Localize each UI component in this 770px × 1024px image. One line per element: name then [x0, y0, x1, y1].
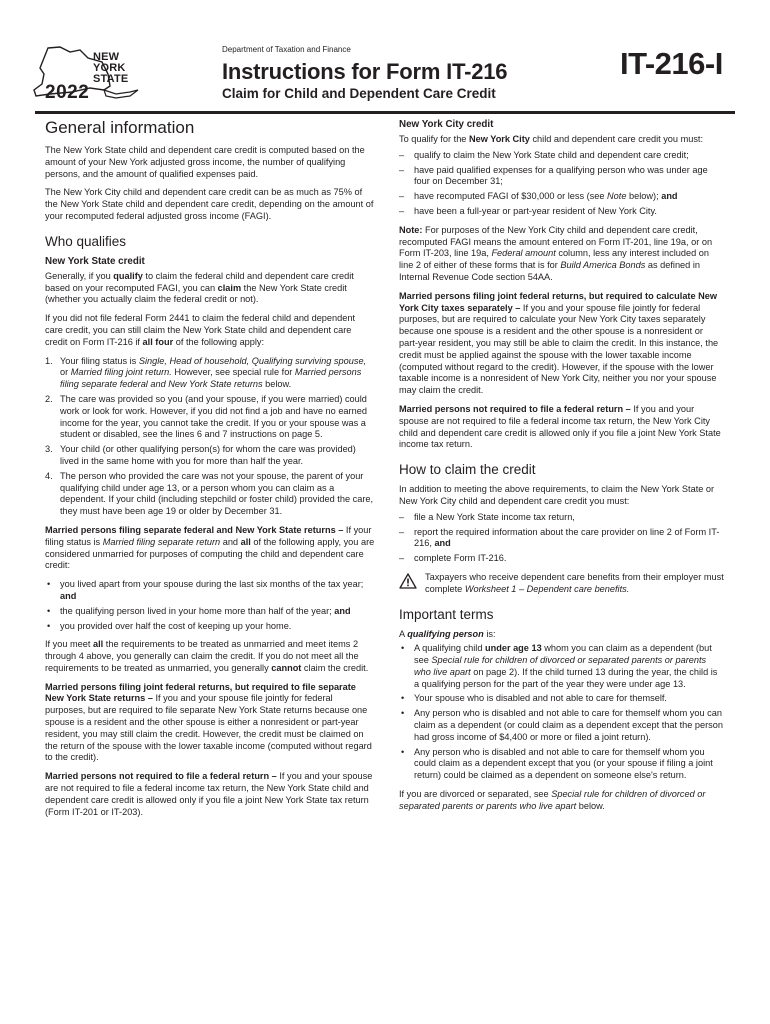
list-item: • you provided over half the cost of keeping up your home. — [45, 621, 375, 633]
list-item: – have paid qualified expenses for a qualifying person who was under age four on December 31; — [399, 165, 724, 189]
paragraph: Married persons not required to file a federal return – If you and your spouse are not required to file a federal income tax return, the New York State child and dependent care credit is allowed only if you file a joint New York State tax return (Form IT-201 or IT-203). — [45, 771, 373, 817]
heading-nyc-credit: New York City credit — [399, 119, 494, 130]
list-item: – file a New York State income tax return, — [399, 512, 724, 524]
list-item: – have recomputed FAGI of $30,000 or less (see Note below); and — [399, 191, 724, 203]
paragraph: A qualifying person is: — [399, 628, 496, 639]
paragraph: The New York State child and dependent care credit is computed based on the amount of your New York adjusted gross income, the number of qualifying persons, and the amount of qualified expenses paid. — [45, 145, 365, 179]
list-item: – complete Form IT-216. — [399, 553, 724, 565]
left-column — [45, 117, 375, 825]
paragraph: To qualify for the New York City child and dependent care credit you must: — [399, 134, 704, 144]
heading-general-information: General information — [45, 118, 195, 137]
heading-how-to-claim: How to claim the credit — [399, 462, 536, 478]
list-item: • A qualifying child under age 13 whom you can claim as a dependent (but see Special rule for children of divorced or separated parents or parents who live apart on page 2). If the child turned 13 during the year, the child is a qualifying person for the part of the year they were under age 13. — [399, 643, 724, 690]
form-number: IT-216-I — [620, 46, 723, 81]
note-paragraph: Note: For purposes of the New York City child and dependent care credit, recomputed FAGI means the amount entered on Form IT-201, line 19a, or on Form IT-203, line 19a, Federal amount column, less any interest included on line 2 of either of these forms that is for Build America Bonds as defined in Internal Revenue Code section 54AA. — [399, 224, 713, 282]
nys-logo — [30, 44, 140, 102]
paragraph: Married persons not required to file a federal return – If you and your spouse are not required to file a federal income tax return, the New York City child and dependent care credit is allowed only if you file a joint New York State income tax return. — [399, 403, 721, 450]
paragraph: Married persons filing separate federal and New York State returns – If your filing status is Married filing separate return and all of the following apply, you are considered unmarried for purposes of computing the child and dependent care credit: — [45, 524, 375, 571]
heading-who-qualifies: Who qualifies — [45, 233, 127, 249]
list-item: 3. Your child (or other qualifying person(s) for whom the care was provided) lived in the same home with you for more than half the year. — [45, 444, 356, 466]
paragraph: If you are divorced or separated, see Special rule for children of divorced or separated parents or parents who live apart below. — [399, 789, 706, 811]
list-item: • Any person who is disabled and not able to care for themself whom you can claim as a dependent (or could claim as a dependent except that the person had gross income of $4,400 or more or filed a joint return). — [399, 708, 724, 743]
list-item: – report the required information about the care provider on line 2 of Form IT-216, and — [399, 527, 724, 551]
heading-nys-credit: New York State credit — [45, 255, 145, 267]
paragraph: If you meet all the requirements to be treated as unmarried and meet items 2 through 4 above, you generally can claim the credit. If you do not meet all the requirements to be treated as unmarried, you generally cannot claim the credit. — [45, 639, 369, 673]
requirements-list — [45, 356, 375, 518]
right-column — [399, 117, 724, 820]
logo-wordmark: NEW YORK STATE — [93, 51, 129, 85]
paragraph: Generally, if you qualify to claim the federal child and dependent care credit based on your recomputed FAGI, you can claim the New York State credit (whether you actually claim the federal credit or not). — [45, 270, 354, 305]
warning-note: Taxpayers who receive dependent care benefits from their employer must complete Worksheet 1 – Dependent care benefits. — [399, 572, 724, 596]
paragraph: If you did not file federal Form 2441 to claim the federal child and dependent care credit, you can still claim the New York State child and dependent care credit on Form IT-216 if all four of the following apply: — [45, 313, 356, 347]
department-name: Department of Taxation and Finance — [222, 45, 351, 54]
list-item: 2. The care was provided so you (and your spouse, if you were married) could work or look for work. However, if you did not find a job and have no earned income for the year, you cannot take the credit. If you or your spouse was a student or disabled, see the lines 6 and 7 instructions on page 5. — [45, 393, 367, 440]
paragraph: Married persons filing joint federal returns, but required to file separate New York State returns – If you and your spouse file jointly for federal purposes, but are required to file separate New York State returns because one spouse is a resident and the other spouse is either a nonresident or part-year resident, you may still claim the credit. However, the credit must be claimed on the return of the spouse with the lower taxable income (computed without regard to the credit). — [45, 681, 372, 763]
list-item: • Any person who is disabled and not able to care for themself whom you could claim as a dependent except that you (or your spouse if filing a joint return) could be claimed as a dependent on someone else's return. — [399, 747, 724, 782]
warning-icon — [399, 573, 417, 589]
list-item: • Your spouse who is disabled and not able to care for themself. — [399, 693, 724, 705]
page-title: Instructions for Form IT-216 — [222, 59, 508, 84]
page-subtitle: Claim for Child and Dependent Care Credit — [222, 86, 496, 101]
how-to-claim-list — [399, 512, 724, 565]
nyc-requirements-list — [399, 150, 724, 218]
tax-year: 2022 — [45, 82, 90, 103]
list-item: 4. The person who provided the care was not your spouse, the parent of your qualifying child under age 13, or a person whom you can claim as a dependent. If your child (including stepchild or foster child) provided the care, they must have been age 19 or older by December 31. — [45, 470, 374, 517]
list-item: • you lived apart from your spouse during the last six months of the tax year; and — [45, 579, 375, 603]
heading-important-terms: Important terms — [399, 606, 494, 622]
paragraph: In addition to meeting the above requirements, to claim the New York State or New York City child and dependent care credit you must: — [399, 484, 715, 506]
list-item: • the qualifying person lived in your home more than half of the year; and — [45, 606, 375, 618]
list-item: 1. Your filing status is Single, Head of household, Qualifying surviving spouse, or Married filing joint return. However, see special rule for Married persons filing separate federal and New York State returns below. — [45, 355, 367, 390]
unmarried-conditions-list — [45, 579, 375, 632]
paragraph: The New York City child and dependent care credit can be as much as 75% of the New York State child and dependent care credit, depending on the amount of your recomputed federal adjusted gross income (FAGI). — [45, 187, 374, 221]
qualifying-person-list — [399, 643, 724, 782]
paragraph: Married persons filing joint federal returns, but required to calculate New York City taxes separately – If you and your spouse file jointly for federal purposes, but are required to calculate your New York City taxes separately because one spouse is a resident and the other spouse is a nonresident or part-year resident, you may still be able to claim the credit. In this instance, the credit must be applied against the spouse with the lower taxable income (computed without regard to the credit). However, if the spouse with the lower taxable income is a nonresident of New York City, neither you nor your spouse may claim the credit. — [399, 290, 719, 396]
list-item: – have been a full-year or part-year resident of New York City. — [399, 206, 724, 218]
list-item: – qualify to claim the New York State child and dependent care credit; — [399, 150, 724, 162]
header-divider — [35, 111, 735, 114]
